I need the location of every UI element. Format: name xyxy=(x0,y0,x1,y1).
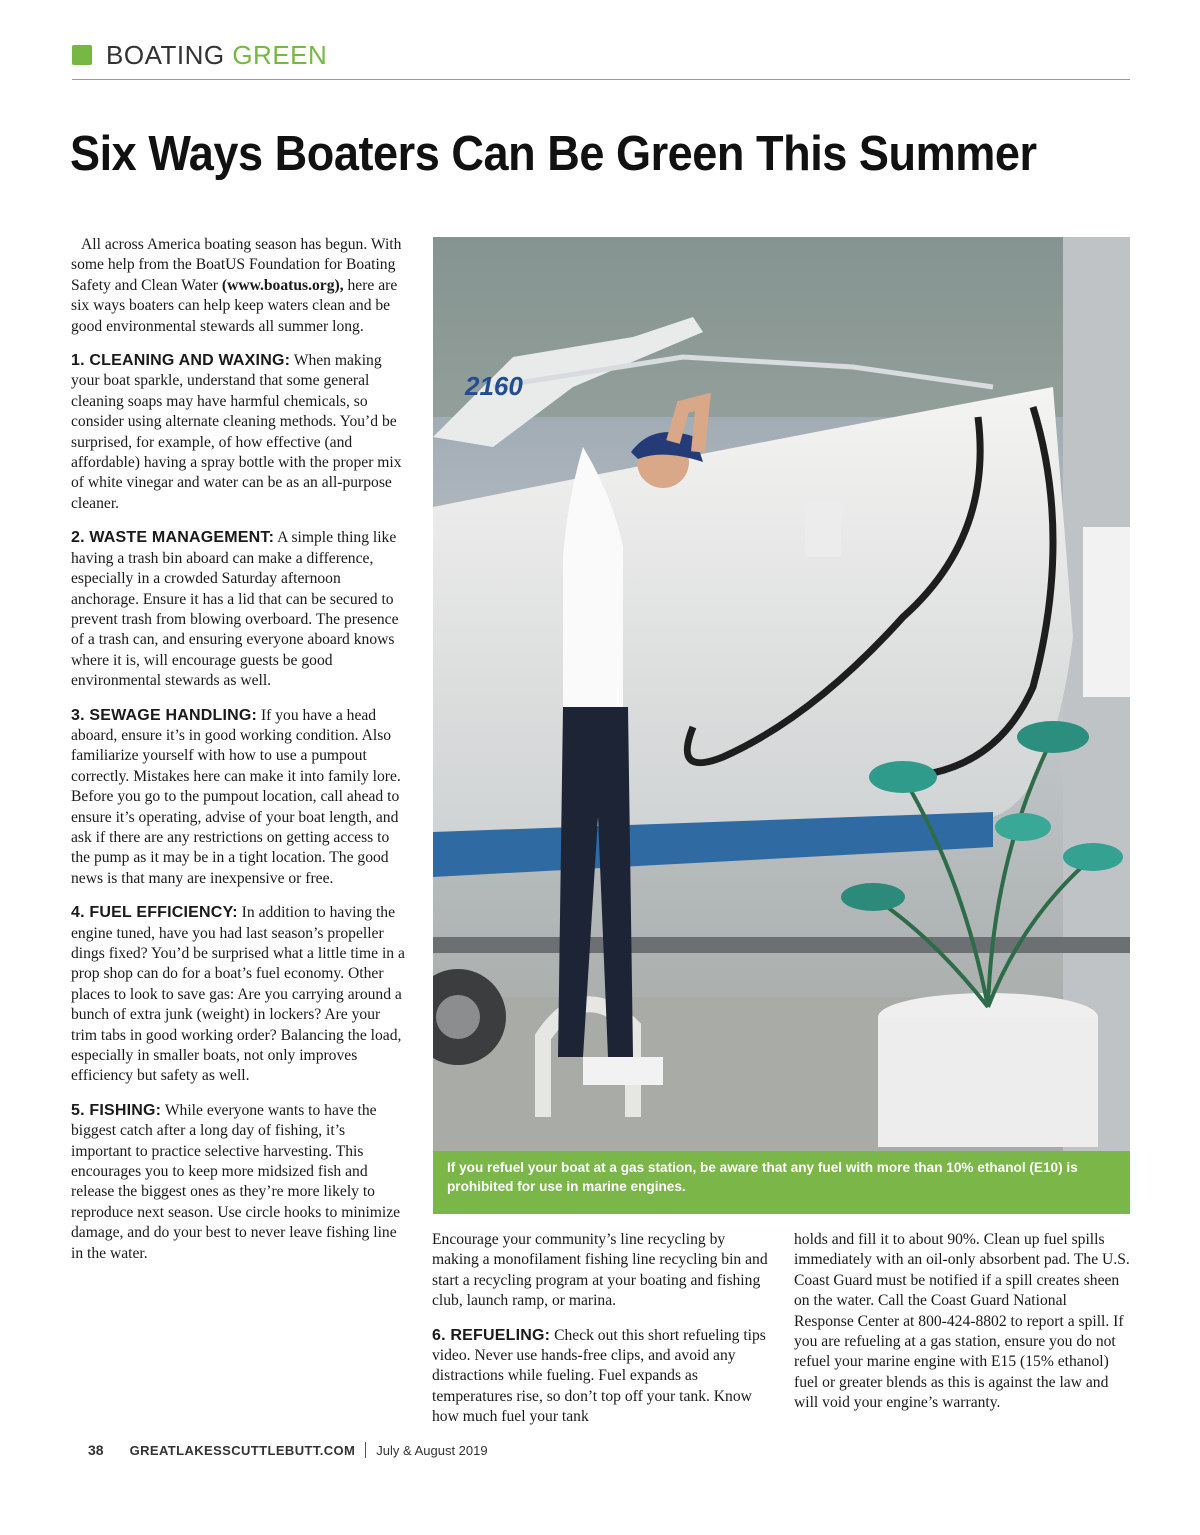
publication-site: GREATLAKESSCUTTLEBUTT.COM xyxy=(129,1442,356,1458)
tip-text: A simple thing like having a trash bin aboard can make a difference, especially in a crowded Saturday afternoon anchorage. Ensure it has a lid that can be secured to prevent trash from blowing overboard. The presence of a trash can, and ensuring everyone aboard knows where it is, will encourage guests be good environmental stewards as well. xyxy=(71,529,399,690)
tip-text: In addition to having the engine tuned, have you had last season’s propeller dings fixed? You’d be surprised what a little time in a prop shop can do for a boat’s fuel economy. Other places to look to save gas: Are you carrying around a bunch of extra junk (weight) in lockers? Are your trim tabs in good working order? Balancing the load, especially in smaller boats, not only improves efficiency but safety as well. xyxy=(71,904,405,1085)
section-marker xyxy=(72,45,92,65)
intro-paragraph xyxy=(71,235,407,337)
intro-text: All across America boating season has begun. With some help from the BoatUS Foundation for Boating Safety and Clean Water xyxy=(71,236,402,294)
section-word-green: GREEN xyxy=(232,39,328,70)
header-rule xyxy=(72,79,1130,80)
tip-fuel-efficiency xyxy=(71,903,407,1087)
refueling-illustration xyxy=(433,237,1130,1151)
boatus-url: (www.boatus.org), xyxy=(221,276,344,294)
tip-heading: 5. FISHING: xyxy=(71,1101,162,1119)
intro-text-end: here are six ways boaters can help keep waters clean and be good environmental stewards all summer long. xyxy=(71,276,398,335)
left-column xyxy=(71,235,407,1278)
tip-text: If you have a head aboard, ensure it’s in good working condition. Also familiarize yourself with how to use a pumpout correctly. Mistakes here can make it into family lore. Before you go to the pumpout location, call ahead to ensure it’s operating, advise of your boat length, and ask if there are any restrictions on getting access to the pump as it may be in a tight location. The good news is that many are inexpensive or free. xyxy=(71,706,401,887)
tip-text: While everyone wants to have the biggest catch after a long day of fishing, it’s important to practice selective harvesting. This encourages you to keep more midsized fish and release the biggest ones as they’re more likely to reproduce next season. Use circle hooks to minimize damage, and do your best to never leave fishing line in the water. xyxy=(71,1101,401,1262)
tip-refueling xyxy=(432,1326,772,1428)
tip-waste xyxy=(71,528,407,691)
footer-divider xyxy=(365,1442,366,1458)
right-column xyxy=(794,1230,1130,1428)
page-number: 38 xyxy=(88,1442,104,1458)
tip-text: Check out this short refueling tips video. Never use hands-free clips, and avoid any distractions while fueling. Fuel expands as temperatures rise, so don’t top off your tank. Know how much fuel your tank xyxy=(432,1326,766,1426)
tip-heading: 6. REFUELING: xyxy=(432,1326,551,1344)
tip-cleaning xyxy=(71,351,407,514)
tip-heading: 4. FUEL EFFICIENCY: xyxy=(71,904,238,922)
section-title xyxy=(106,40,327,71)
refueling-continued: holds and fill it to about 90%. Clean up fuel spills immediately with an oil-only absorbent pad. The U.S. Coast Guard must be notified if a spill creates sheen on the water. Call the Coast Guard National Response Center at 800-424-8802 to report a spill. If you are refueling at a gas station, ensure you do not refuel your marine engine with E15 (15% ethanol) fuel or greater blends as this is against the law and will void your engine’s warranty. xyxy=(794,1231,1130,1412)
section-word-boating: BOATING xyxy=(106,39,225,70)
line-recycling-paragraph: Encourage your community’s line recycling by making a monofilament fishing line recycling bin and start a recycling program at your boating and fishing club, launch ramp, or marina. xyxy=(432,1231,768,1310)
photo-caption: If you refuel your boat at a gas station, be aware that any fuel with more than 10% ethanol (E10) is prohibited for use in marine engines. xyxy=(433,1151,1130,1214)
page-footer xyxy=(88,1442,488,1458)
hull-number-label: 2160 xyxy=(465,371,523,401)
article-headline: Six Ways Boaters Can Be Green This Summer xyxy=(70,127,1037,181)
tip-text: When making your boat sparkle, understand that some general cleaning soaps may have harmful chemicals, so consider using alternate cleaning methods. You’d be surprised, for example, of how effective (and affordable) having a spray bottle with the proper mix of white vinegar and water can be as an all-purpose cleaner. xyxy=(71,352,402,512)
refueling-photo xyxy=(433,237,1130,1151)
section-tag xyxy=(72,40,327,70)
tip-heading: 2. WASTE MANAGEMENT: xyxy=(71,529,275,547)
tip-fishing xyxy=(71,1101,407,1264)
tip-heading: 3. SEWAGE HANDLING: xyxy=(71,706,258,724)
issue-date: July & August 2019 xyxy=(376,1442,488,1458)
middle-column xyxy=(432,1230,772,1442)
tip-sewage xyxy=(71,706,407,890)
tip-heading: 1. CLEANING AND WAXING: xyxy=(71,352,291,370)
